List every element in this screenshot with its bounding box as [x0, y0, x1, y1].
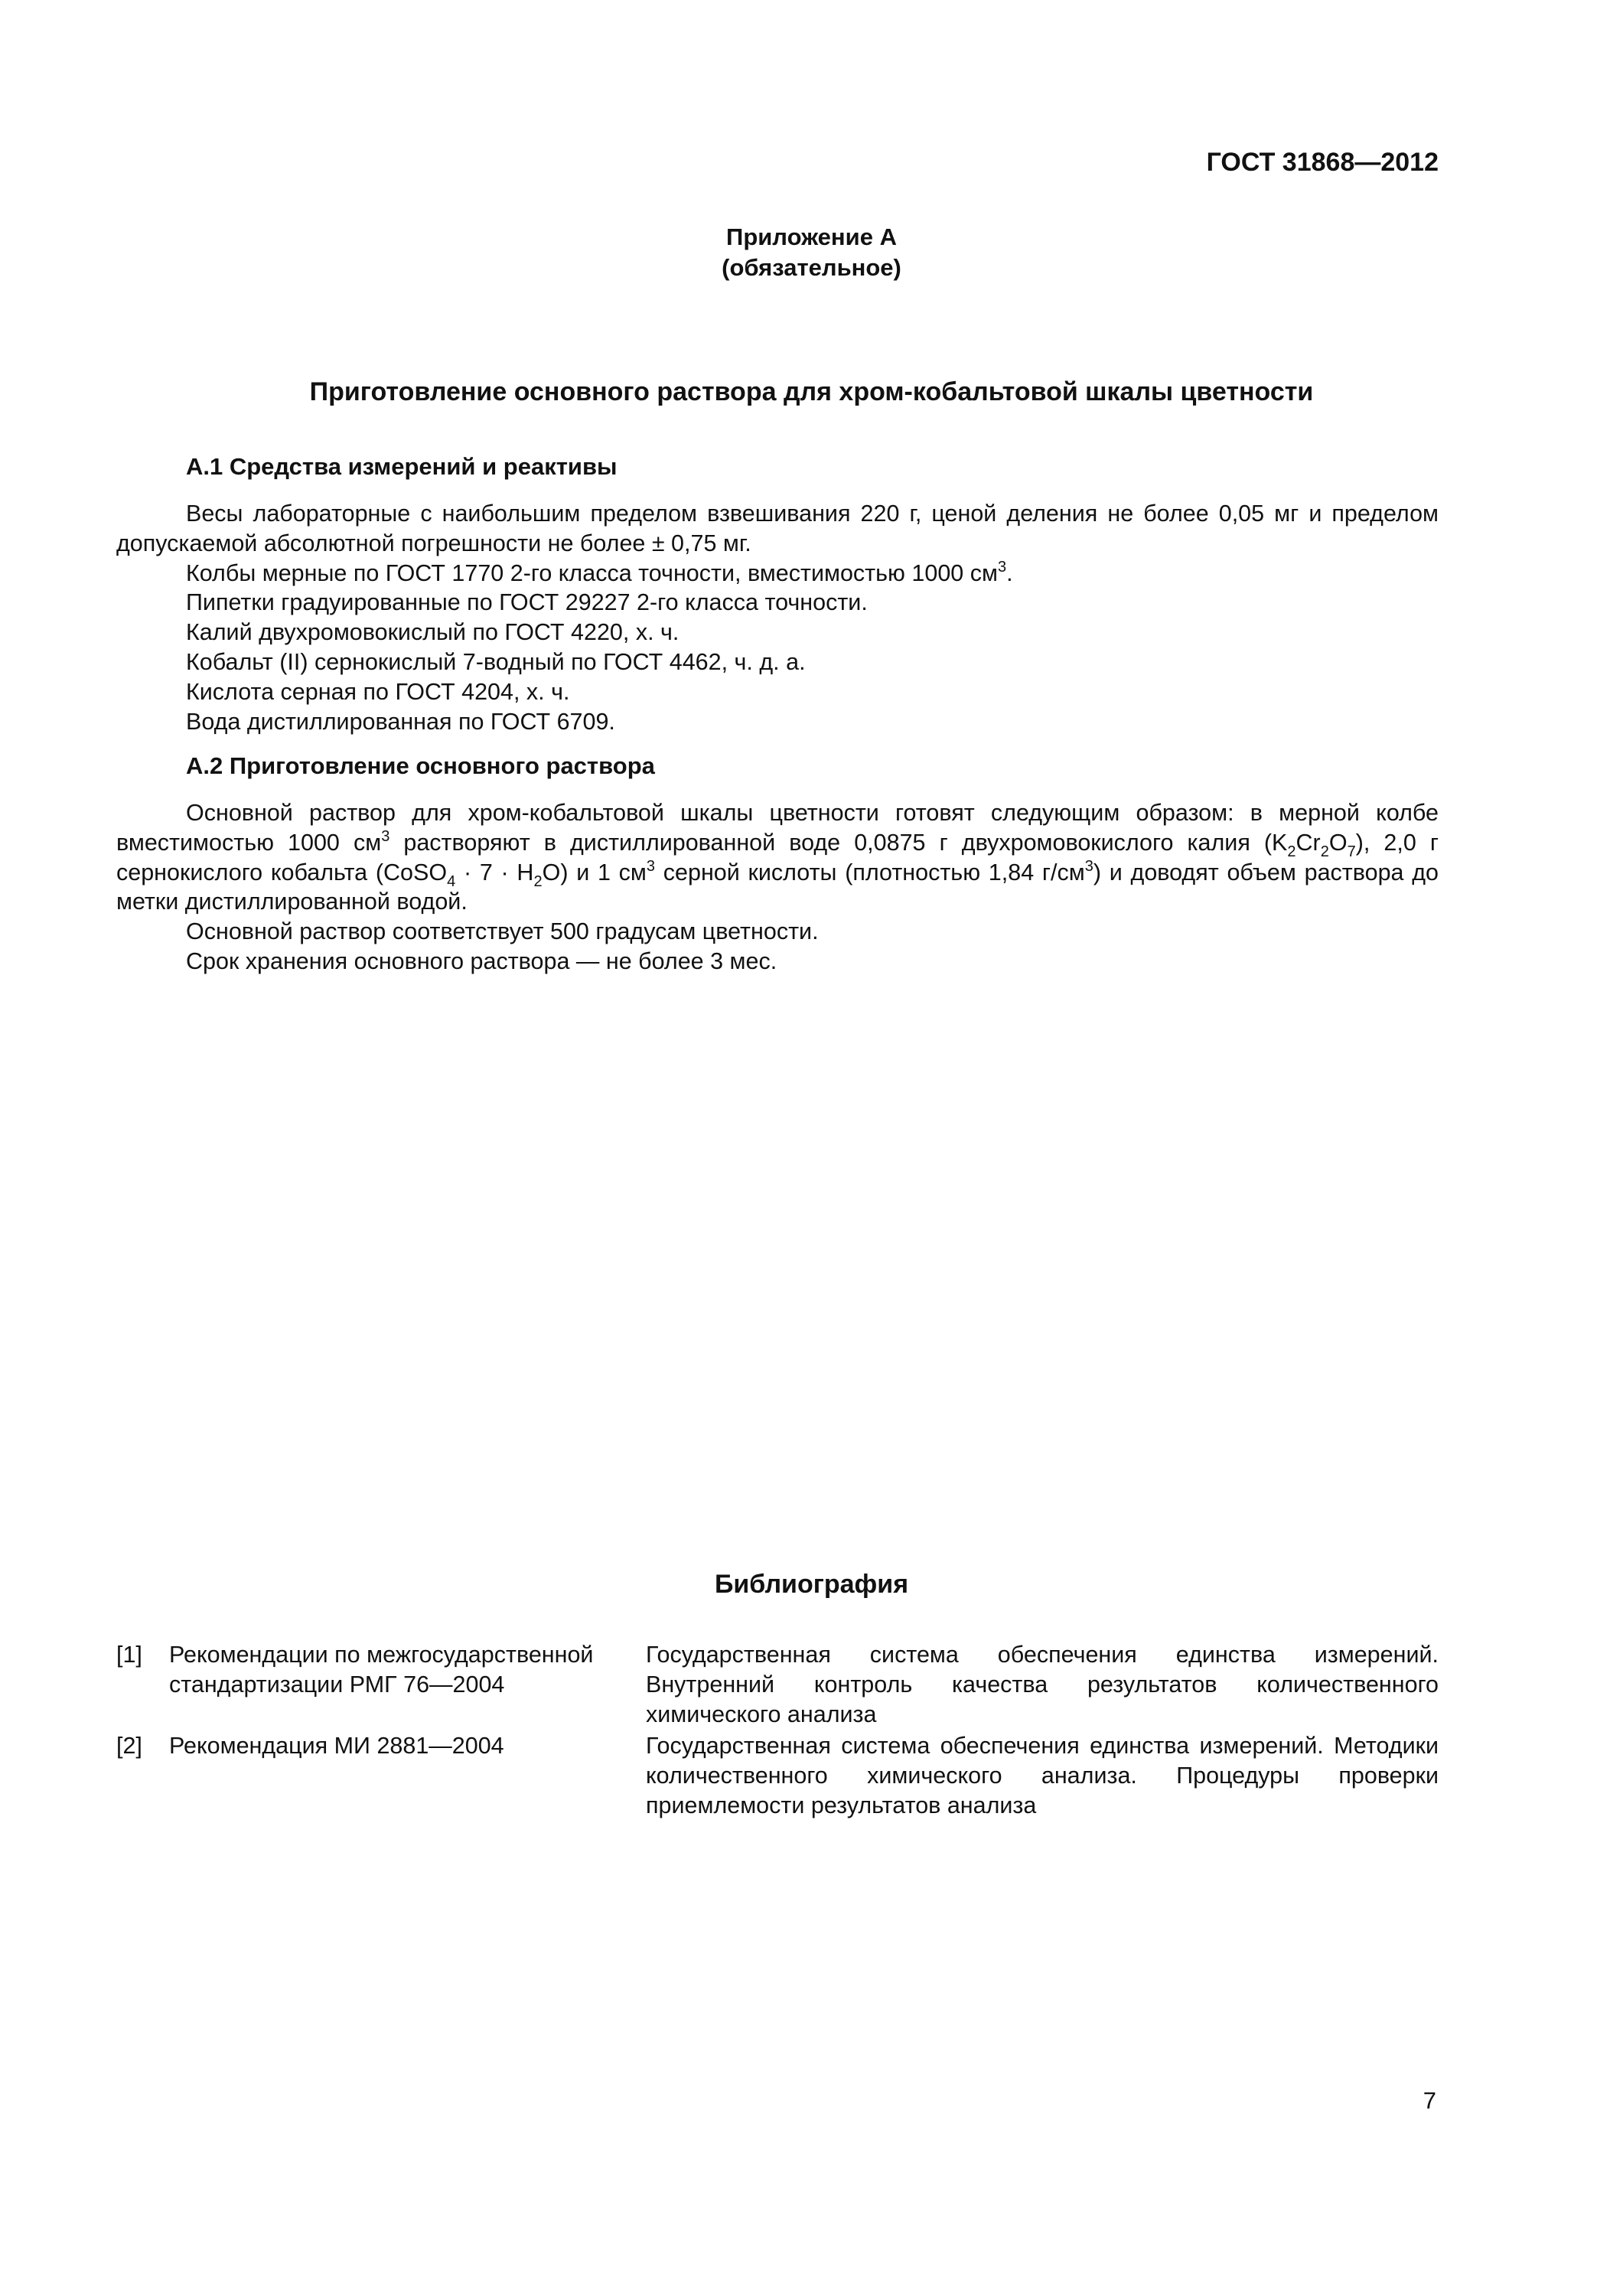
subscript: 7 — [1347, 843, 1356, 860]
section-a2-body — [116, 798, 1439, 977]
paragraph-acid: Кислота серная по ГОСТ 4204, х. ч. — [186, 678, 570, 705]
flasks-end: . — [1006, 559, 1013, 586]
entry-description: Государственная система обеспечения единства измерений. Внутренний контроль качества результатов количественного химического анализа — [646, 1642, 1439, 1727]
text: Основной раствор для хром-кобальтовой шкалы цветности готовят следующим образом: в мерной колбе вместимостью 1000 см — [116, 800, 1439, 856]
document-id-header: ГОСТ 31868—2012 — [1206, 148, 1439, 177]
flasks-text: Колбы мерные по ГОСТ 1770 2-го класса точности, вместимостью 1000 см — [186, 559, 998, 586]
bibliography-list — [116, 1640, 1439, 1821]
text: · 7 · H — [455, 859, 534, 885]
entry-description: Государственная система обеспечения единства измерений. Методики количественного химического анализа. Процедуры проверки приемлемости результатов анализа — [646, 1733, 1439, 1818]
paragraph-color-degrees: Основной раствор соответствует 500 градусам цветности. — [186, 918, 819, 945]
text: ) и доводят объем раствора до метки дистиллированной водой. — [116, 859, 1439, 915]
subscript: 2 — [1287, 843, 1296, 860]
entry-reference: Рекомендация МИ 2881—2004 — [169, 1733, 504, 1760]
text: O — [1328, 829, 1348, 856]
paragraph-cobalt: Кобальт (II) сернокислый 7-водный по ГОСТ 4462, ч. д. а. — [186, 648, 806, 675]
subscript: 2 — [533, 872, 543, 890]
entry-number: [2] — [116, 1733, 142, 1760]
section-a2-heading: А.2 Приготовление основного раствора — [186, 752, 655, 779]
text: Cr — [1295, 829, 1321, 856]
superscript: 3 — [997, 558, 1007, 576]
entry-reference: Рекомендации по межгосударственной стандартизации РМГ 76—2004 — [169, 1642, 594, 1698]
bibliography-entry — [116, 1731, 1439, 1820]
entry-number: [1] — [116, 1642, 142, 1668]
subscript: 4 — [447, 872, 456, 890]
bibliography-entry — [116, 1640, 1439, 1729]
text: растворяют в дистиллированной воде 0,0875 г двухромовокислого калия (K — [389, 829, 1288, 856]
paragraph-preparation — [116, 798, 1439, 917]
appendix-title: Приготовление основного раствора для хром-кобальтовой шкалы цветности — [309, 377, 1314, 406]
superscript: 3 — [381, 827, 390, 845]
section-a1-body — [116, 499, 1439, 736]
paragraph-potassium: Калий двухромовокислый по ГОСТ 4220, х. ч. — [186, 619, 680, 646]
text: O) и 1 см — [542, 859, 647, 885]
paragraph-scales: Весы лабораторные с наибольшим пределом взвешивания 220 г, ценой деления не более 0,05 мг и пределом допускаемой абсолютной погрешности не более ± 0,75 мг. — [116, 501, 1439, 556]
page-number: 7 — [1423, 2087, 1436, 2114]
bibliography-title: Библиография — [714, 1570, 909, 1599]
subscript: 2 — [1320, 843, 1329, 860]
text: ), 2,0 г сернокислого кобальта (CoSO — [116, 829, 1439, 885]
paragraph-pipettes: Пипетки градуированные по ГОСТ 29227 2-го класса точности. — [186, 589, 868, 616]
paragraph-shelf-life: Срок хранения основного раствора — не более 3 мес. — [186, 947, 777, 974]
paragraph-flasks — [116, 559, 1439, 589]
superscript: 3 — [646, 857, 656, 875]
text: серной кислоты (плотностью 1,84 г/см — [655, 859, 1085, 885]
paragraph-water: Вода дистиллированная по ГОСТ 6709. — [186, 708, 615, 735]
appendix-status: (обязательное) — [722, 254, 901, 281]
superscript: 3 — [1084, 857, 1093, 875]
appendix-label: Приложение А — [726, 223, 897, 250]
section-a1-heading: А.1 Средства измерений и реактивы — [186, 453, 618, 480]
